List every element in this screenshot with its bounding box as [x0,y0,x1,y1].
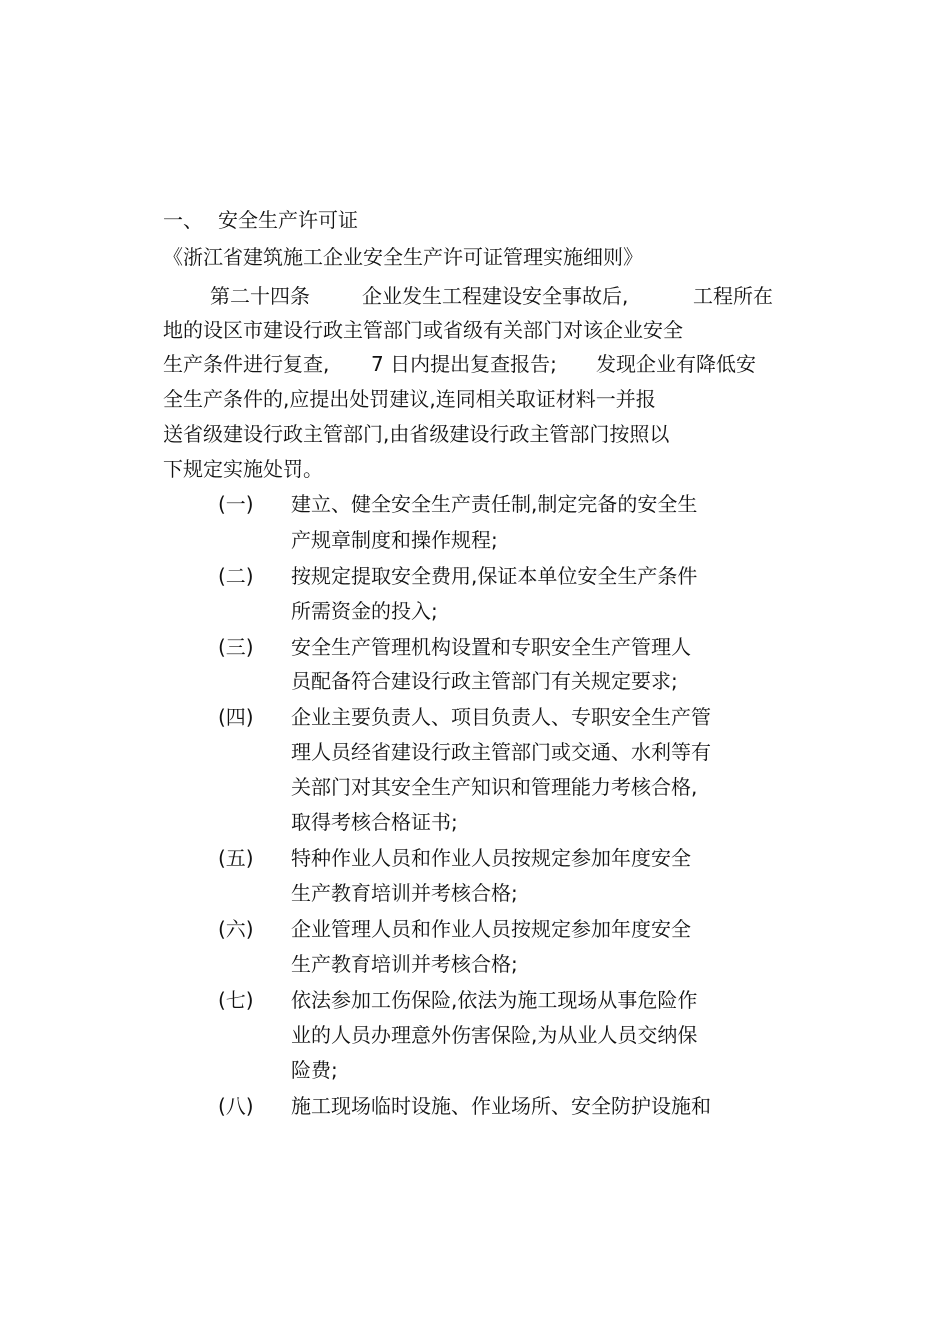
article-text: 下规定实施处罚。 [163,457,323,481]
item-text: 安全生产管理机构设置和专职安全生产管理人 [291,635,691,659]
item-text: 所需资金的投入; [291,599,438,623]
item-text: 产规章制度和操作规程; [291,528,498,552]
item-number: (六) [218,917,254,941]
item-number: (一) [218,492,254,516]
section-title: 安全生产许可证 [218,208,358,232]
item-text: 取得考核合格证书; [291,810,458,834]
item-text: 特种作业人员和作业人员按规定参加年度安全 [291,846,691,870]
item-number: (七) [218,988,254,1012]
item-text: 依法参加工伤保险,依法为施工现场从事危险作 [291,988,698,1012]
item-text: 生产教育培训并考核合格; [291,881,518,905]
item-number: (五) [218,846,254,870]
article-text: 送省级建设行政主管部门,由省级建设行政主管部门按照以 [163,422,670,446]
item-text: 关部门对其安全生产知识和管理能力考核合格, [291,775,698,799]
article-text: 企业发生工程建设安全事故后, [362,284,629,308]
item-text: 施工现场临时设施、作业场所、安全防护设施和 [291,1094,711,1118]
item-number: (三) [218,635,254,659]
item-text: 业的人员办理意外伤害保险,为从业人员交纳保 [291,1023,698,1047]
item-text: 险费; [291,1058,338,1082]
item-text: 员配备符合建设行政主管部门有关规定要求; [291,669,678,693]
item-text: 理人员经省建设行政主管部门或交通、水利等有 [291,740,711,764]
article-text: 全生产条件的,应提出处罚建议,连同相关取证材料一并报 [163,387,656,411]
article-text: 7 日内提出复查报告; [371,352,557,376]
article-text: 生产条件进行复查, [163,352,330,376]
article-text: 地的设区市建设行政主管部门或省级有关部门对该企业安全 [163,318,683,342]
article-text: 工程所在 [693,284,773,308]
item-text: 企业管理人员和作业人员按规定参加年度安全 [291,917,691,941]
article-text: 发现企业有降低安 [596,352,756,376]
item-text: 企业主要负责人、项目负责人、专职安全生产管 [291,705,711,729]
section-number: 一、 [163,208,203,232]
item-number: (八) [218,1094,254,1118]
item-text: 生产教育培训并考核合格; [291,952,518,976]
item-text: 按规定提取安全费用,保证本单位安全生产条件 [291,564,698,588]
item-number: (二) [218,564,254,588]
document-title: 《浙江省建筑施工企业安全生产许可证管理实施细则》 [163,245,643,269]
item-text: 建立、健全安全生产责任制,制定完备的安全生 [291,492,698,516]
item-number: (四) [218,705,254,729]
article-number: 第二十四条 [210,284,310,308]
